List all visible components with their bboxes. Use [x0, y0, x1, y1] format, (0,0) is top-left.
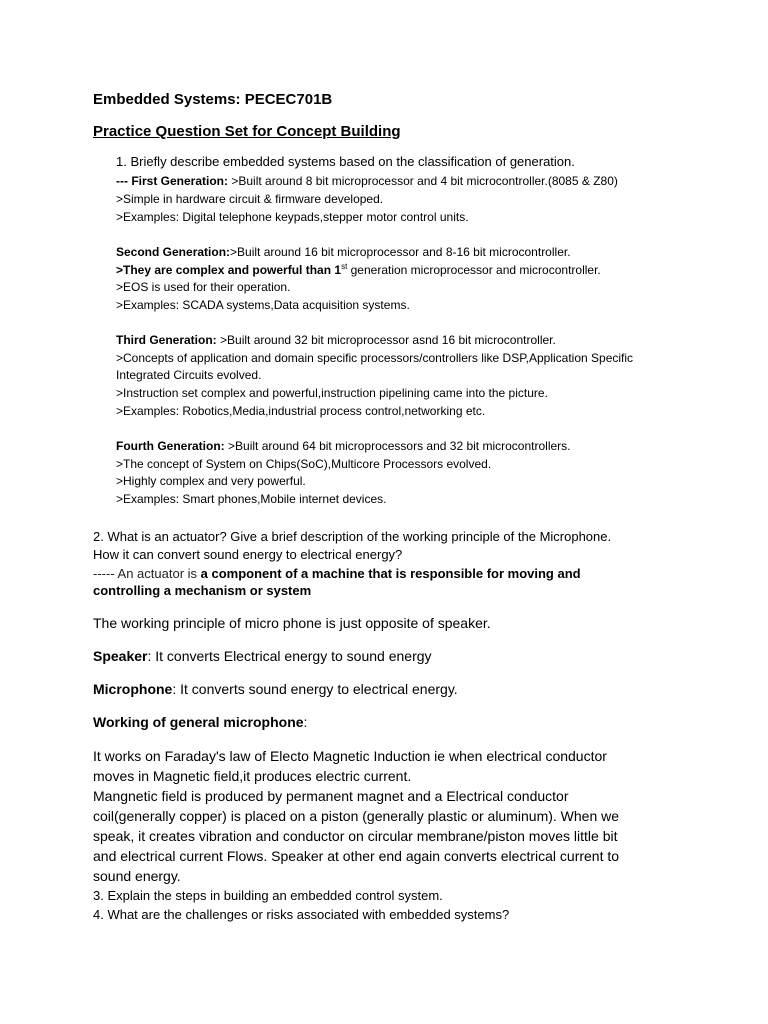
- gen1-label: --- First Generation:: [116, 174, 229, 188]
- paragraph-line: Mangnetic field is produced by permanent magnet and a Electrical conductor: [93, 788, 569, 804]
- microphone-line: [93, 681, 458, 697]
- gen3-text-1: >Built around 32 bit microprocessor asnd 16 bit microcontroller.: [216, 333, 556, 347]
- gen2-text-2b: generation microprocessor and microcontroller.: [347, 263, 601, 277]
- answer-actuator-definition: a component of a machine that is responsible for moving and: [200, 566, 581, 581]
- gen3-line-3: Integrated Circuits evolved.: [116, 368, 262, 382]
- gen4-line-1: [116, 439, 571, 453]
- gen2-sup: st: [341, 262, 348, 271]
- speaker-text: : It converts Electrical energy to sound energy: [147, 648, 432, 664]
- paragraph-line: sound energy.: [93, 868, 181, 884]
- gen2-line-3: >EOS is used for their operation.: [116, 280, 291, 294]
- microphone-label: Microphone: [93, 681, 173, 697]
- gen4-line-4: >Examples: Smart phones,Mobile internet devices.: [116, 492, 387, 506]
- paragraph-line: It works on Faraday's law of Electo Magnetic Induction ie when electrical conductor: [93, 748, 607, 764]
- answer-actuator-line-1: [93, 566, 581, 581]
- gen4-line-2: >The concept of System on Chips(SoC),Multicore Processors evolved.: [116, 457, 492, 471]
- document-subheading: Practice Question Set for Concept Building: [93, 123, 401, 140]
- question-1: 1. Briefly describe embedded systems based on the classification of generation.: [116, 154, 575, 169]
- question-2-line-1: 2. What is an actuator? Give a brief description of the working principle of the Microphone.: [93, 529, 612, 544]
- gen3-line-1: [116, 333, 556, 347]
- gen3-line-2: >Concepts of application and domain specific processors/controllers like DSP,Application Specific: [116, 351, 634, 365]
- question-2-line-2: How it can convert sound energy to electrical energy?: [93, 547, 403, 562]
- gen2-line-4: >Examples: SCADA systems,Data acquisition systems.: [116, 298, 410, 312]
- gen1-line-3: >Examples: Digital telephone keypads,stepper motor control units.: [116, 210, 469, 224]
- microphone-text: : It converts sound energy to electrical energy.: [172, 681, 458, 697]
- gen2-text-1: >Built around 16 bit microprocessor and 8-16 bit microcontroller.: [230, 245, 571, 259]
- paragraph-line: and electrical current Flows. Speaker at other end again converts electrical current to: [93, 848, 620, 864]
- paragraph-line: coil(generally copper) is placed on a piston (generally plastic or aluminum). When we: [93, 808, 620, 824]
- answer-actuator-prefix: ----- An actuator is: [93, 566, 201, 581]
- gen2-line-2: [116, 263, 601, 277]
- gen4-line-3: >Highly complex and very powerful.: [116, 474, 306, 488]
- paragraph-line: moves in Magnetic field,it produces electric current.: [93, 768, 412, 784]
- answer-actuator-line-2: controlling a mechanism or system: [93, 583, 312, 598]
- gen1-line-2: >Simple in hardware circuit & firmware developed.: [116, 192, 384, 206]
- question-4: 4. What are the challenges or risks associated with embedded systems?: [93, 907, 510, 922]
- gen2-text-2a: >They are complex and powerful than 1: [116, 263, 342, 277]
- gen2-label: Second Generation:: [116, 245, 231, 259]
- document-heading: Embedded Systems: PECEC701B: [93, 91, 333, 108]
- working-label: Working of general microphone: [93, 714, 304, 730]
- speaker-line: [93, 648, 432, 664]
- gen3-line-4: >Instruction set complex and powerful,instruction pipelining came into the picture.: [116, 386, 548, 400]
- gen1-line-1: [116, 174, 618, 188]
- working-colon: :: [303, 714, 308, 730]
- speaker-label: Speaker: [93, 648, 148, 664]
- gen1-text-1: >Built around 8 bit microprocessor and 4 bit microcontroller.(8085 & Z80): [228, 174, 618, 188]
- gen3-label: Third Generation:: [116, 333, 217, 347]
- gen4-text-1: >Built around 64 bit microprocessors and 32 bit microcontrollers.: [224, 439, 571, 453]
- gen4-label: Fourth Generation:: [116, 439, 225, 453]
- working-heading: [93, 714, 307, 730]
- paragraph-line: speak, it creates vibration and conductor on circular membrane/piston moves little bit: [93, 828, 618, 844]
- gen2-line-1: [116, 245, 571, 259]
- question-3: 3. Explain the steps in building an embedded control system.: [93, 888, 443, 903]
- gen3-line-5: >Examples: Robotics,Media,industrial process control,networking etc.: [116, 404, 486, 418]
- principle-text: The working principle of micro phone is just opposite of speaker.: [93, 615, 491, 631]
